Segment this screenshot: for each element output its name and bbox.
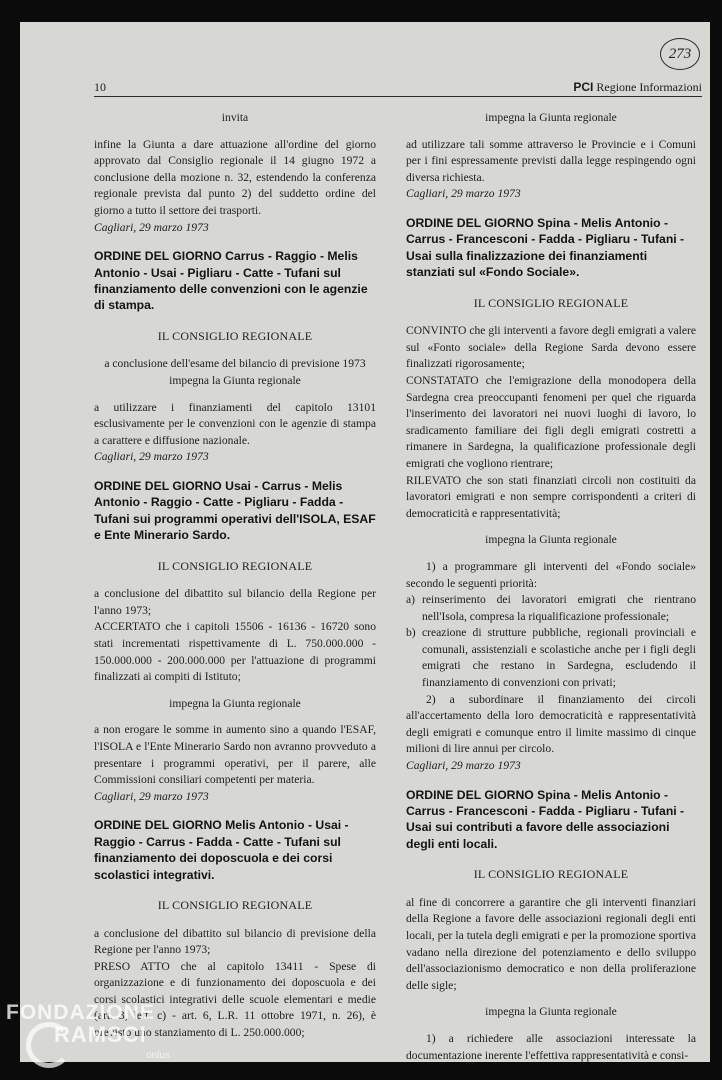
page-number: 10 <box>94 80 106 94</box>
paragraph: a conclusione del dibattito sul bilancio di previsione della Regione per l'anno 1973; <box>94 926 376 957</box>
order-heading: ORDINE DEL GIORNO Spina - Melis Antonio - Carrus - Francesconi - Fadda - Pigliaru - Tufani - Usai sulla finalizzazione dei finanziamenti stanziati sul «Fondo Sociale». <box>406 215 685 280</box>
paragraph: a non erogare le somme in aumento sino a quando l'ESAF, l'ISOLA e l'Ente Minerario Sardo non avranno provveduto a presentare i programmi operativi, per il parere, alle Commissioni consiliari competenti per materia. <box>94 723 376 787</box>
paragraph: a utilizzare i finanziamenti del capitolo 13101 esclusivamente per le convenzioni con le agenzie di stampa a carattere e diffusione nazionale. <box>94 400 376 447</box>
impegna-line: impegna la Giunta regionale <box>169 373 301 387</box>
impegna-line: impegna la Giunta regionale <box>485 533 617 547</box>
paragraph: infine la Giunta a dare attuazione all'ordine del giorno approvato dal Consiglio regionale il 14 giugno 1972 a conclusione della mozione n. 32, estendendo la conferenza regionale prevista dal punto 2) del suddetto ordine del giorno a tutto il settore dei trasporti. <box>94 137 376 217</box>
paragraph: ad utilizzare tali somme attraverso le Provincie e i Comuni per i fini espressamente previsti dalla legge respingendo ogni diversa richiesta. <box>406 137 696 184</box>
running-header <box>94 78 702 97</box>
section-label: Regione Informazioni <box>596 80 702 94</box>
paragraph: a conclusione dell'esame del bilancio di previsione 1973 <box>104 357 366 371</box>
impegna-line: impegna la Giunta regionale <box>485 1005 617 1019</box>
list-item-label: a) <box>406 593 416 607</box>
numbered-point: 1) a richiedere alle associazioni interessate la documentazione inerente l'effettiva rappresentatività e consi- <box>406 1032 696 1062</box>
document-page <box>20 22 710 1062</box>
order-heading: ORDINE DEL GIORNO Usai - Carrus - Melis Antonio - Raggio - Catte - Pigliaru - Fadda - Tufani sui programmi operativi dell'ISOLA, ESAF e Ente Minerario Sardo. <box>94 478 376 543</box>
council-heading: IL CONSIGLIO REGIONALE <box>157 897 313 912</box>
date-line: Cagliari, 29 marzo 1973 <box>94 789 209 803</box>
list-item-text: creazione di strutture pubbliche, regionali provinciali e comunali, assistenziali e scolastiche anche per i figli degli emigrati che restano in Sardegna, escludendo il finanziamento di convenzioni con privati; <box>422 626 696 690</box>
invite-text: invita <box>221 111 249 124</box>
council-heading: IL CONSIGLIO REGIONALE <box>157 558 313 573</box>
impegna-line: impegna la Giunta regionale <box>169 696 301 710</box>
paragraph: RILEVATO che son stati finanziati circoli non costituiti da lavoratori emigrati e non sempre corrispondenti a criteri di democraticità e rappresentatività; <box>406 473 696 520</box>
date-line: Cagliari, 29 marzo 1973 <box>406 187 521 201</box>
archive-number-stamp: 273 <box>660 38 700 70</box>
right-column <box>406 110 696 1062</box>
watermark-line1: FONDAZIONE <box>6 1001 155 1024</box>
order-heading: ORDINE DEL GIORNO Carrus - Raggio - Melis Antonio - Usai - Pigliaru - Catte - Tufani sul finanziamento delle convenzioni con le agenzie di stampa. <box>94 249 368 313</box>
paragraph: al fine di concorrere a garantire che gli interventi finanziari della Regione a favore delle associazioni regionali degli enti locali, per la tutela degli emigrati e per la promozione sportiva vadano nella direzione del potenziamento e dello sviluppo dell'associazionismo democratico e non della proliferazione delle sigle; <box>406 895 696 992</box>
fondazione-gramsci-watermark <box>6 998 206 1068</box>
council-heading: IL CONSIGLIO REGIONALE <box>473 295 629 310</box>
numbered-point: 1) a programmare gli interventi del «Fondo sociale» secondo le seguenti priorità: <box>406 559 696 590</box>
pci-label: PCI <box>573 80 594 94</box>
council-heading: IL CONSIGLIO REGIONALE <box>157 328 313 343</box>
numbered-point: 2) a subordinare il finanziamento dei circoli all'accertamento della loro democraticità e rappresentatività degli emigrati e comunque entro il limite massimo di cinque milioni di lire annui per circolo. <box>406 692 696 756</box>
paragraph: CONSTATATO che l'emigrazione della monodopera della Sardegna crea preoccupanti fenomeni per quel che riguarda l'inserimento dei lavoratori nei nuovi luoghi di lavoro, lo sradicamento familiare dei figli degli emigrati costretti a rimanere in Sardegna, la qualificazione professionale degli emigrati che vogliono rientrare; <box>406 373 696 470</box>
watermark-onlus: onlus <box>146 1050 170 1061</box>
list-item-label: b) <box>406 626 416 640</box>
watermark-line2: RAMSCI <box>54 1022 147 1047</box>
paragraph: PRESO ATTO che al capitolo 13411 - Spese di organizzazione e di funzionamento dei doposcuola e dei corsi scolastici integrativi delle scuole elementari e medie (art. 3, lett. c) - art. 6, L.R. 11 ottobre 1971, n. 26), è previsto uno stanziamento di L. 250.000.000; <box>94 959 376 1040</box>
paragraph: ACCERTATO che i capitoli 15506 - 16136 - 16720 sono stati incrementati rispettivamente di L. 750.000.000 - 150.000.000 - 200.000.000 per l'attuazione di programmi finalizzati ai compiti di Istituto; <box>94 620 376 684</box>
council-heading: IL CONSIGLIO REGIONALE <box>473 867 629 882</box>
running-title <box>573 80 702 95</box>
impegna-line: impegna la Giunta regionale <box>485 111 617 124</box>
paragraph: a conclusione del dibattito sul bilancio della Regione per l'anno 1973; <box>94 587 376 617</box>
paragraph: CONVINTO che gli interventi a favore degli emigrati a valere sul «Fonto sociale» della Regione Sarda devono essere finalizzati rigorosamente; <box>406 324 696 371</box>
list-item-text: reinserimento dei lavoratori emigrati che rientrano nell'Isola, compresa la riqualificazione professionale; <box>422 593 696 623</box>
date-line: Cagliari, 29 marzo 1973 <box>94 220 209 234</box>
list-item <box>406 592 696 625</box>
order-heading: ORDINE DEL GIORNO Spina - Melis Antonio - Carrus - Francesconi - Fadda - Pigliaru - Tufani - Usai sui contributi a favore delle associazioni degli enti locali. <box>406 787 685 851</box>
list-item <box>406 625 696 691</box>
left-column <box>94 110 376 1042</box>
date-line: Cagliari, 29 marzo 1973 <box>94 450 209 464</box>
date-line: Cagliari, 29 marzo 1973 <box>406 759 521 773</box>
order-heading: ORDINE DEL GIORNO Melis Antonio - Usai - Raggio - Carrus - Fadda - Catte - Tufani sul finanziamento dei doposcuola e dei corsi scolastici integrativi. <box>94 818 349 882</box>
